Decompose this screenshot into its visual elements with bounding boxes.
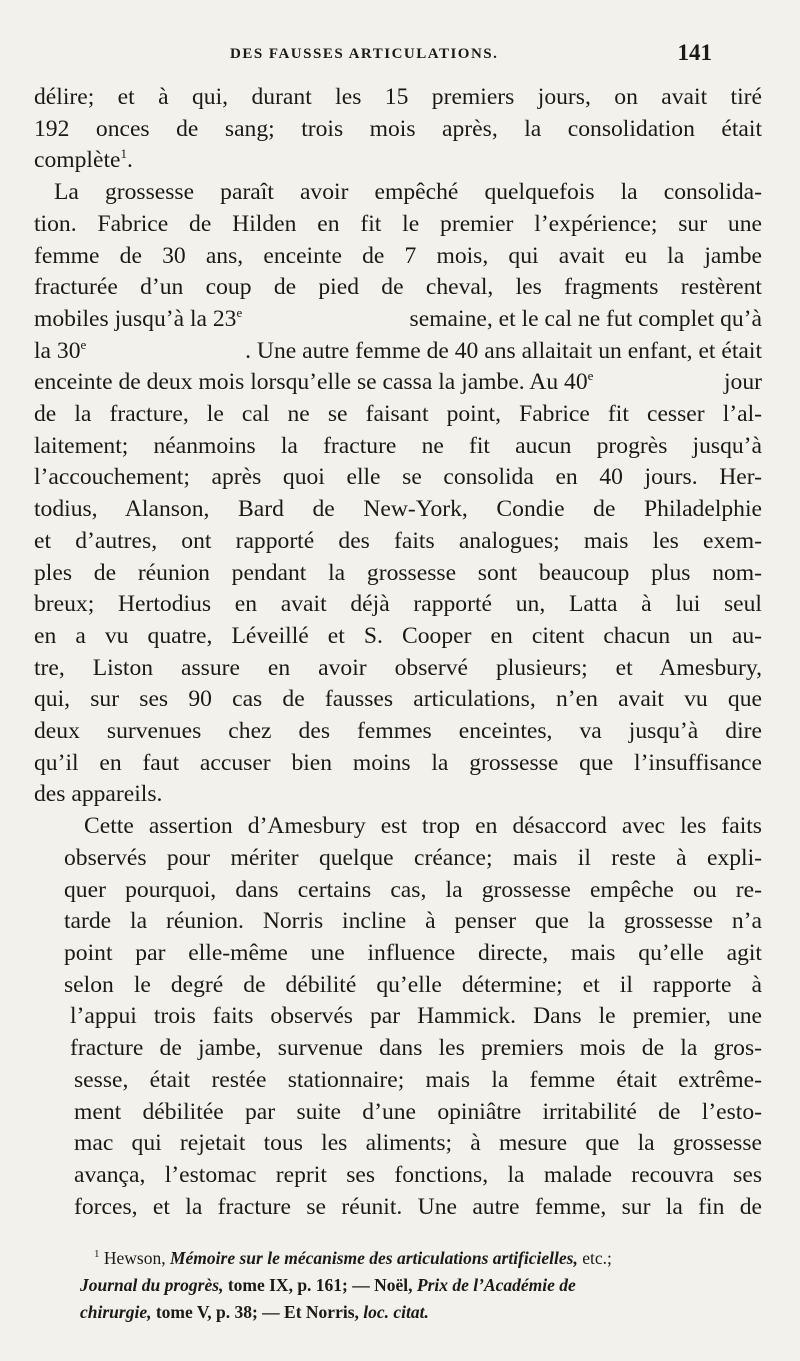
text-fragment xyxy=(34,304,242,336)
text-line xyxy=(34,336,762,368)
ordinal-superscript: e xyxy=(236,304,243,320)
text-line: tion. Fabrice de Hilden en fit le premier l’expérience; sur une xyxy=(34,210,762,237)
text-line: des appareils. xyxy=(34,781,163,808)
text-line: et d’autres, ont rapporté des faits analogues; mais les exem- xyxy=(34,527,762,554)
text-fragment xyxy=(34,336,86,368)
text-line: tre, Liston assure en avoir observé plusieurs; et Amesbury, xyxy=(34,654,762,681)
running-head xyxy=(230,42,760,72)
text-line: Cette assertion d’Amesbury est trop en désaccord avec les faits xyxy=(84,813,762,840)
text-line: ples de réunion pendant la grossesse sont beaucoup plus nom- xyxy=(34,559,762,586)
text-line: fracture de jambe, survenue dans les premiers mois de la gros- xyxy=(70,1035,762,1062)
ordinal-superscript: e xyxy=(80,336,87,352)
text-line: qu’il en faut accuser bien moins la grossesse que l’insuffisance xyxy=(34,749,762,776)
text-line: avança, l’estomac reprit ses fonctions, la malade recouvra ses xyxy=(74,1161,762,1188)
text-fragment: . Une autre femme de 40 ans allaitait un enfant, et était xyxy=(245,337,762,364)
text-fragment: semaine, et le cal ne fut complet qu’à xyxy=(409,305,762,332)
text-line: forces, et la fracture se réunit. Une autre femme, sur la fin de xyxy=(74,1193,762,1220)
text-line xyxy=(34,304,762,336)
text-line: selon le degré de débilité qu’elle détermine; et il rapporte à xyxy=(64,971,762,998)
text-line: femme de 30 ans, enceinte de 7 mois, qui avait eu la jambe xyxy=(34,242,762,269)
text-line: 192 onces de sang; trois mois après, la consolidation était xyxy=(34,115,762,142)
text-fragment: la 30 xyxy=(34,337,81,364)
ordinal-superscript: e xyxy=(587,368,594,384)
text-line: breux; Hertodius en avait déjà rapporté un, Latta à lui seul xyxy=(34,591,762,618)
text-line: todius, Alanson, Bard de New-York, Condie de Philadelphie xyxy=(34,496,762,523)
text-line: deux survenues chez des femmes enceintes, va jusqu’à dire xyxy=(34,718,762,745)
text-line: l’appui trois faits observés par Hammick. Dans le premier, une xyxy=(70,1003,762,1030)
text-line: sesse, était restée stationnaire; mais la femme était extrême- xyxy=(74,1066,762,1093)
text-line: observés pour mériter quelque créance; mais il reste à expli- xyxy=(64,844,762,871)
footnote-chirurgie: chirurgie, xyxy=(80,1302,152,1322)
footnote-author: Hewson, xyxy=(103,1248,166,1268)
text-fragment: enceinte de deux mois lorsqu’elle se cassa la jambe. Au 40 xyxy=(34,369,588,396)
footnote-chirurgie-ref: tome V, p. 38; — Et Norris, xyxy=(155,1302,359,1322)
text-line: quer pourquoi, dans certains cas, la grossesse empêche ou re- xyxy=(64,876,762,903)
text-fragment xyxy=(34,367,593,399)
footnote-line xyxy=(80,1299,764,1326)
footnote-journal-ref: tome IX, p. 161; — Noël, xyxy=(227,1275,413,1295)
text-line: complète$^1$. xyxy=(34,146,133,174)
footnote-line xyxy=(80,1241,764,1272)
text-line: de la fracture, le cal ne se faisant point, Fabrice fit cesser l’al- xyxy=(34,401,762,428)
footnote xyxy=(80,1241,764,1326)
footnote-title: Mémoire sur le mécanisme des articulations artificielles, xyxy=(169,1248,578,1268)
text-line: qui, sur ses 90 cas de fausses articulations, n’en avait vu que xyxy=(34,686,762,713)
footnote-journal: Journal du progrès, xyxy=(80,1275,224,1295)
text-line: en a vu quatre, Léveillé et S. Cooper en citent chacun un au- xyxy=(34,622,762,649)
text-line: l’accouchement; après quoi elle se consolida en 40 jours. Her- xyxy=(34,464,762,491)
body-text xyxy=(34,82,762,1223)
footnote-reference: 1 xyxy=(120,146,127,162)
text-line: délire; et à qui, durant les 15 premiers jours, on avait tiré xyxy=(34,84,762,110)
footnote-line xyxy=(80,1272,764,1299)
text-line: laitement; néanmoins la fracture ne fit aucun progrès jusqu’à xyxy=(34,432,762,459)
text-fragment: complète xyxy=(34,147,121,174)
page-number: 141 xyxy=(677,40,712,65)
footnote-etc: etc.; xyxy=(582,1248,612,1268)
text-line: tarde la réunion. Norris incline à penser que la grossesse n’a xyxy=(64,908,762,935)
text-line: point par elle-même une influence directe, mais qu’elle agit xyxy=(64,939,762,966)
text-line xyxy=(34,367,762,399)
footnote-marker: 1 xyxy=(94,1248,100,1260)
running-title: DES FAUSSES ARTICULATIONS. xyxy=(230,46,499,62)
text-fragment: mobiles jusqu’à la 23 xyxy=(34,305,237,332)
text-line: fracturée d’un coup de pied de cheval, les fragments restèrent xyxy=(34,274,762,301)
footnote-prix: Prix de l’Académie de xyxy=(416,1275,576,1295)
text-line: ment débilitée par suite d’une opiniâtre irritabilité de l’esto- xyxy=(74,1098,762,1125)
footnote-loc: loc. citat. xyxy=(363,1302,429,1322)
text-line: La grossesse paraît avoir empêché quelquefois la consolida- xyxy=(54,179,762,206)
text-fragment: jour xyxy=(723,369,762,396)
text-line: mac qui rejetait tous les aliments; à mesure que la grossesse xyxy=(74,1130,762,1157)
